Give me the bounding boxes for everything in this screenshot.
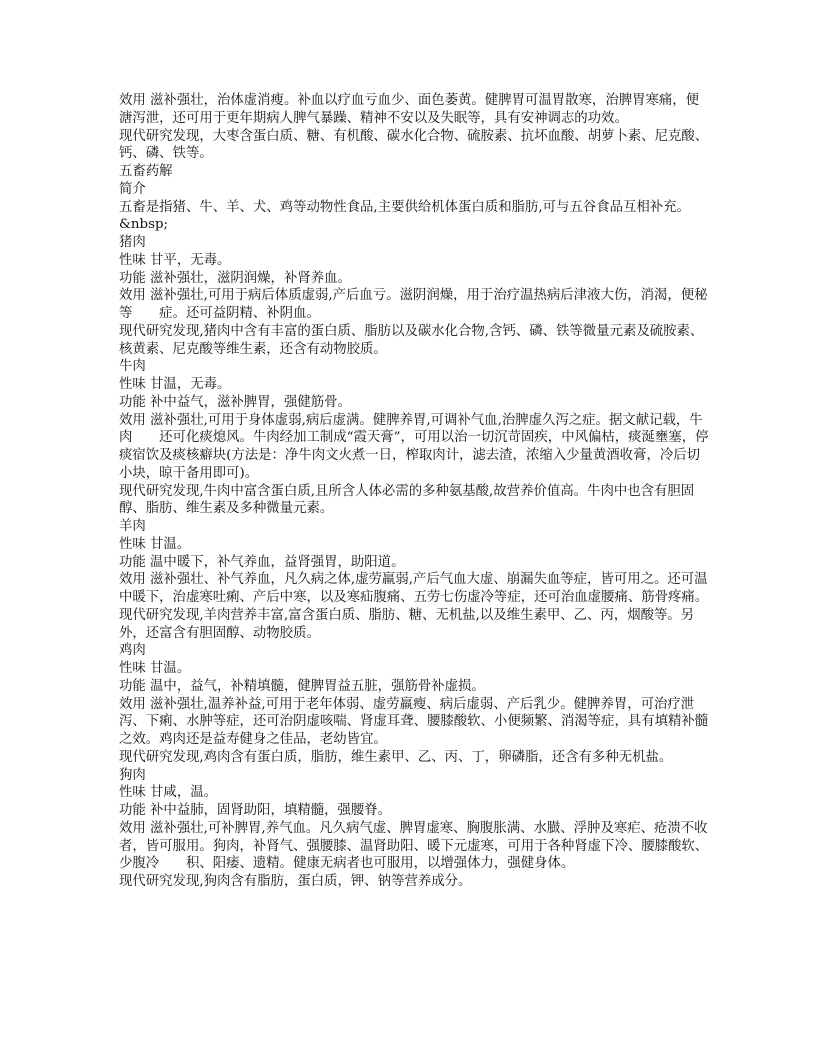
item-name: 狗肉	[119, 767, 146, 783]
item-function: 功能 温中，益气，补精填髓，健脾胃益五脏，强筋骨补虚损。	[119, 678, 485, 694]
item-effect: 效用 滋补强壮、补气养血，凡久病之体,虚劳羸弱,产后气血大虚、崩漏失血等症，皆可用之。还可温中暖下，治虚寒吐痢、产后中寒，以及寒疝腹痛、五劳七伤虚冷等症，还可治血虚腰痛、筋骨疼痛。	[119, 572, 709, 605]
item-dog-meat	[119, 767, 709, 891]
item-effect: 效用 滋补强壮,可用于身体虚弱,病后虚满。健脾养胃,可调补气血,治脾虚久泻之症。据文献记载，牛肉 还可化痰熄风。牛肉经加工制成“霞天膏”，可用以治一切沉苛固疾，中风偏枯，痰涎壅塞，停痰宿饮及痰核癖块(方法是：净牛肉文火煮一日，榨取肉计，滤去渣，浓缩入少量黄酒收膏，冷后切小块，晾干备用即可)。	[119, 412, 709, 481]
paragraph-effect-jujube: 效用 滋补强壮，治体虚消瘦。补血以疗血亏血少、面色萎黄。健脾胃可温胃散寒，治脾胃寒痛，便溏泻泄，还可用于更年期病人脾气暴躁、精神不安以及失眠等，具有安神调志的功效。	[119, 93, 700, 126]
item-effect: 效用 滋补强壮,可用于病后体质虚弱,产后血亏。滋阴润燥，用于治疗温热病后津液大伤，消渴，便秘等 症。还可益阴精、补阴血。	[119, 288, 708, 321]
item-nature: 性味 甘温。	[119, 661, 191, 676]
nbsp-literal: &nbsp;	[119, 217, 169, 233]
item-function: 功能 温中暖下，补气养血，益肾强胃，助阳道。	[119, 554, 405, 570]
item-nature: 性味 甘温。	[119, 536, 191, 552]
item-research: 现代研究发现,牛肉中富含蛋白质,且所含人体必需的多种氨基酸,故营养价值高。牛肉中也含有胆固醇、脂肪、维生素及多种微量元素。	[119, 483, 695, 517]
item-research: 现代研究发现,鸡肉含有蛋白质，脂肪，维生素甲、乙、丙、丁，卵磷脂，还含有多种无机盐。	[119, 749, 673, 765]
item-research: 现代研究发现,猪肉中含有丰富的蛋白质、脂肪以及碳水化合物,含钙、磷、铁等微量元素及硫胺素、核黄素、尼克酸等维生素，还含有动物胶质。	[119, 323, 704, 357]
intro-title: 简介	[119, 181, 146, 197]
document-page	[119, 92, 709, 891]
item-name: 牛肉	[119, 359, 146, 375]
item-research: 现代研究发现,狗肉含有脂肪，蛋白质，钾、钠等营养成分。	[119, 874, 472, 889]
section-title: 五畜药解	[119, 164, 173, 179]
item-mutton	[119, 518, 709, 642]
item-name: 猪肉	[119, 235, 146, 250]
item-name: 羊肉	[119, 519, 146, 534]
item-nature: 性味 甘咸，温。	[119, 785, 217, 801]
item-function: 功能 滋补强壮，滋阴润燥，补肾养血。	[119, 270, 351, 286]
intro-text: 五畜是指猪、牛、羊、犬、鸡等动物性食品,主要供给机体蛋白质和脂肪,可与五谷食品互相补充。	[119, 199, 690, 215]
item-effect: 效用 滋补强壮,温养补益,可用于老年体弱、虚劳羸瘦、病后虚弱、产后乳少。健脾养胃，可治疗泄泻、下痢、水肿等症，还可治阴虚咳喘、肾虚耳聋、腰膝酸软、小便频繁、消渴等症，具有填精补髓之效。鸡肉还是益寿健身之佳品，老幼皆宜。	[119, 696, 709, 747]
paragraph-research-jujube: 现代研究发现，大枣含蛋白质、糖、有机酸、碳水化合物、硫胺素、抗坏血酸、胡萝卜素、尼克酸、钙、磷、铁等。	[119, 128, 709, 162]
item-name: 鸡肉	[119, 643, 146, 659]
item-function: 功能 补中益肺，固肾助阳，填精髓，强腰脊。	[119, 803, 392, 818]
item-nature: 性味 甘温，无毒。	[119, 377, 231, 392]
item-nature: 性味 甘平，无毒。	[119, 252, 231, 268]
item-pork	[119, 234, 709, 358]
item-beef	[119, 358, 709, 518]
item-chicken	[119, 642, 709, 766]
item-function: 功能 补中益气，滋补脾胃，强健筋骨。	[119, 394, 351, 410]
item-effect: 效用 滋补强壮,可补脾胃,养气血。凡久病气虚、脾胃虚寒、胸腹胀满、水臌、浮肿及寒疟、疮溃不收者，皆可服用。狗肉，补肾气、强腰膝、温肾助阳、暖下元虚寒，可用于各种肾虚下冷、腰膝酸软、少腹冷 积、阳痿、遗精。健康无病者也可服用，以增强体力，强健身体。	[119, 820, 709, 872]
item-research: 现代研究发现,羊肉营养丰富,富含蛋白质、脂肪、糖、无机盐,以及维生素甲、乙、丙，烟酸等。另外，还富含有胆固醇、动物胶质。	[119, 607, 695, 641]
